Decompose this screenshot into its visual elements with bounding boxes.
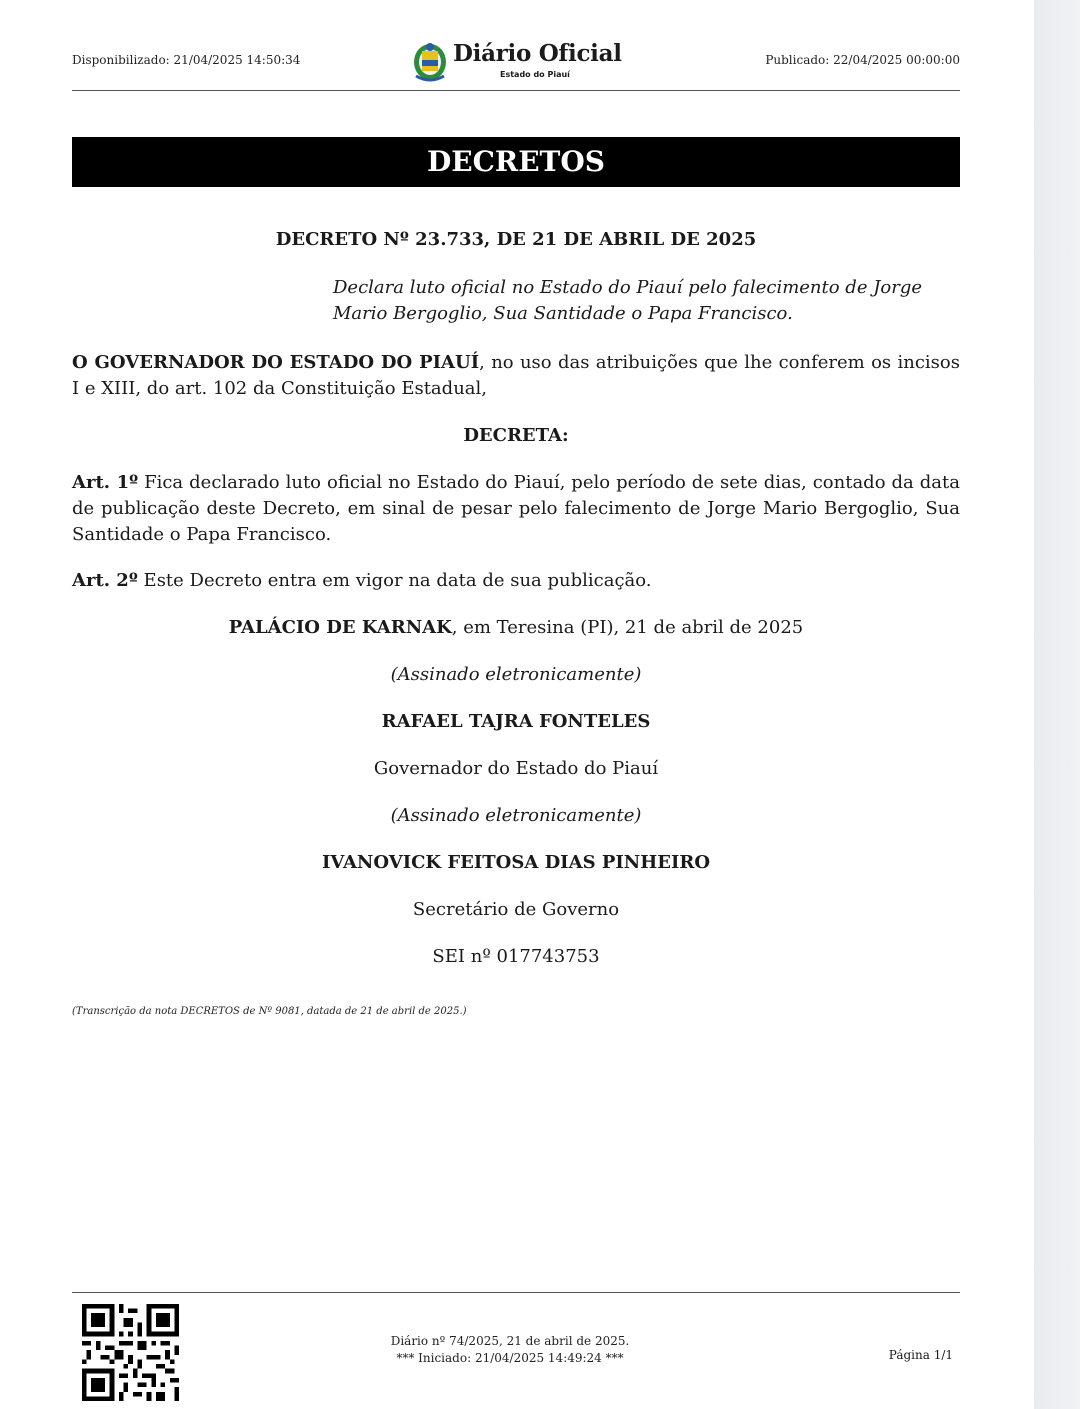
signer-1-role: Governador do Estado do Piauí [373,758,659,779]
logo-subtitle: Estado do Piauí [500,70,570,79]
footer-divider [72,1292,960,1293]
header-divider [72,90,960,91]
page-edge-shadow [1034,0,1080,1409]
article-1: Art. 1º Fica declarado luto oficial no Estado do Piauí, pelo período de sete dias, contado da data de publicação deste Decreto, em sinal de pesar pelo falecimento de Jorge Mario Bergoglio, Sua Santidade o Papa Francisco. [72,472,961,545]
place-date: PALÁCIO DE KARNAK, em Teresina (PI), 21 de abril de 2025 [228,617,804,638]
transcription-note: (Transcrição da nota DECRETOS de Nº 9081, datada de 21 de abril de 2025.) [72,1006,467,1017]
published-timestamp: Publicado: 22/04/2025 00:00:00 [765,53,960,67]
article-2: Art. 2º Este Decreto entra em vigor na data de sua publicação. [72,570,652,591]
sei-number: SEI nº 017743753 [432,946,600,967]
signed-note-1: (Assinado eletronicamente) [390,664,642,685]
preamble: O GOVERNADOR DO ESTADO DO PIAUÍ, no uso das atribuições que lhe conferem os incisos I e XIII, do art. 102 da Constituição Estadual, [72,352,960,399]
section-banner: DECRETOS [72,137,960,187]
signer-2-role: Secretário de Governo [412,899,620,920]
signer-2-name: IVANOVICK FEITOSA DIAS PINHEIRO [321,852,711,873]
decreta-heading: DECRETA: [463,425,569,446]
logo-title: Diário Oficial [453,40,622,67]
signer-1-name: RAFAEL TAJRA FONTELES [381,711,651,732]
piaui-coat-of-arms-icon [412,40,448,82]
page-number: Página 1/1 [888,1348,953,1362]
decree-summary: Declara luto oficial no Estado do Piauí pelo falecimento de Jorge Mario Bergoglio, Sua Santidade o Papa Francisco. [333,277,923,324]
available-timestamp: Disponibilizado: 21/04/2025 14:50:34 [72,53,301,67]
footer-issue-line: Diário nº 74/2025, 21 de abril de 2025. [390,1334,630,1348]
qr-code-icon [82,1304,179,1401]
diario-oficial-logo [412,40,632,84]
decree-title: DECRETO Nº 23.733, DE 21 DE ABRIL DE 2025 [275,229,757,250]
signed-note-2: (Assinado eletronicamente) [390,805,642,826]
footer-started-line: *** Iniciado: 21/04/2025 14:49:24 *** [396,1351,624,1365]
